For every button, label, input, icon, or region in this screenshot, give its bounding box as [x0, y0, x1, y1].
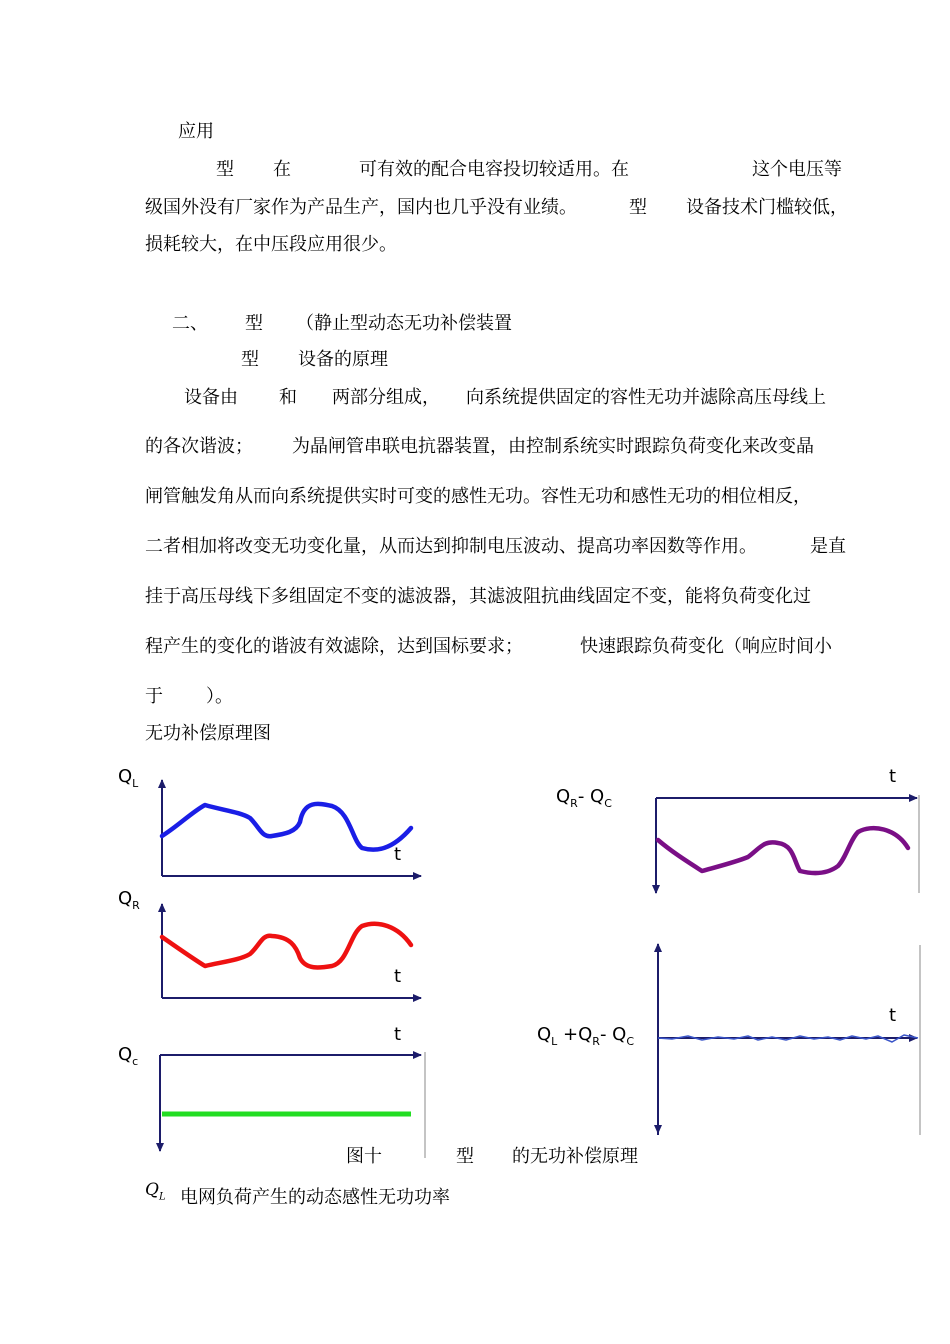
chart-ql-series	[162, 804, 411, 850]
ql-symbol: $Q_L$	[145, 1180, 166, 1203]
chart-qr-axes	[162, 904, 421, 998]
body-line5: 挂于高压母线下多组固定不变的滤波器，其滤波阻抗曲线固定不变，能将负荷变化过	[145, 586, 811, 607]
chart-ql-xlabel: t	[394, 844, 402, 865]
figure-intro: 无功补偿原理图	[145, 723, 271, 744]
chart-qr-series	[162, 924, 411, 968]
chart-qr-xlabel: t	[394, 966, 402, 987]
body-line3: 闸管触发角从而向系统提供实时可变的感性无功。容性无功和感性无功的相位相反，	[145, 486, 811, 507]
chart-ql-ylabel: $Q_L$	[118, 766, 139, 790]
chart-sum-ylabel: $Q_L +Q_R-$ $Q_C$	[537, 1024, 635, 1048]
chart-qrqc-ylabel: $Q_R-$ $Q_C$	[556, 786, 612, 810]
chart-qrqc-axes	[656, 795, 919, 893]
chart-qc-ylabel: $Q_c$	[118, 1044, 139, 1068]
ql-definition: 电网负荷产生的动态感性无功功率	[180, 1187, 450, 1208]
chart-qr-ylabel: $Q_R$	[118, 888, 140, 912]
chart-ql-axes	[162, 780, 421, 876]
chart-qc-xlabel: t	[394, 1024, 402, 1045]
chart-sum-xlabel: t	[889, 1005, 897, 1026]
chart-qrqc-series	[658, 828, 908, 873]
chart-qc-axes	[160, 1052, 425, 1158]
para-a-line3: 损耗较大，在中压段应用很少。	[145, 234, 397, 255]
chart-qrqc-xlabel: t	[889, 766, 897, 787]
heading-application: 应用	[178, 121, 214, 142]
